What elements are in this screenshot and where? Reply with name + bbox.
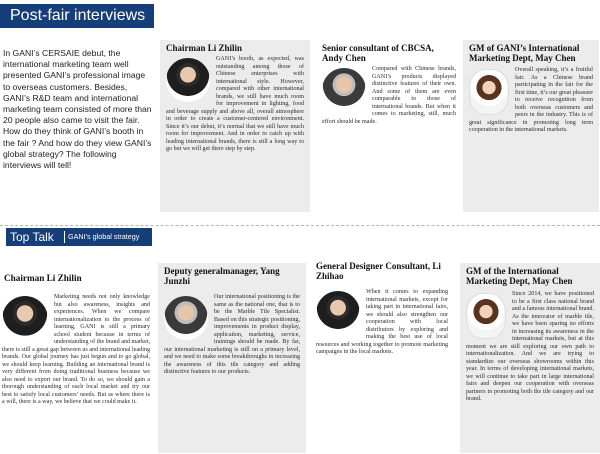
banner-separator <box>64 231 65 243</box>
intro-text: In GANI’s CERSAIE debut, the international marketing team well presented GANI’s professional image to overseas customers. Besides, GANI’s R&D team and international marketing team consisted of more than 20 people also came to visit the fair. How do they think of GANI’s booth in the fair ? And how do they view GANI’s global strategy? The following interviews will tell! <box>3 48 152 171</box>
interview-card-may-chen <box>463 40 599 212</box>
strategy-text: When it comes to expanding international markets, except for taking part in international fairs, we should also strengthen our cooperation with local distributors by exploring and making the best use of local resources and working together to promote marketing campaigns in the local markets. <box>316 289 448 355</box>
interview-text: Compared with Chinese brands, GANI’s products displayed distinctive features of their own. And some of them are even comparable to those of international brands. But when it comes to marketing, still, much effort should be made. <box>322 66 456 125</box>
strategy-title: Deputy generalmanager, Yang Junzhi <box>164 266 280 286</box>
strategy-text: Marketing needs not only knowledge but also awareness, insights and experiences. When we compare internationalization to the process of learning, GANI is still a primary school student because in terms of understanding of the brand and market, there is still a great gap between us and international leading brands. Our global journey has just begun and to go global, we should keep learning. Building an international brand is very different from doing traditional business because we also need to export our brand. To do so, we should gain a thorough understanding of each local market and try our best to satisfy local customers’ needs. But as where there is a will, there is a way, we believe that we could make it. <box>2 294 150 405</box>
portrait-photo <box>322 68 366 112</box>
portrait-photo <box>166 58 210 102</box>
top-talk-subtitle: GANI’s global strategy <box>68 232 140 241</box>
interview-card-andy-chen <box>316 40 462 212</box>
interview-card-li-zhilin <box>160 40 310 212</box>
interview-title: GM of GANI’s International Marketing Dept, May Chen <box>469 43 580 63</box>
portrait-photo <box>469 69 509 115</box>
interview-title: Chairman Li Zhilin <box>166 43 243 53</box>
strategy-title: GM of the International Marketing Dept, May Chen <box>466 266 573 286</box>
portrait-photo <box>164 296 208 340</box>
section-title: Post-fair interviews <box>10 7 146 24</box>
strategy-title: Chairman Li Zhilin <box>4 273 82 283</box>
strategy-text: Since 2014, we have positioned to be a first class national brand and a famous international brand. As the innovator of marble tile, we have been sparing no efforts in increasing its awareness in the international markets, but at this moment we are still exploring our own path to internationalization. And we are trying to standardize our overseas showrooms within this year. In terms of developing international markets, we will continue to take part in large international fairs and deepen our cooperation with overseas partners in promoting both the tile category and our brand. <box>466 291 594 402</box>
portrait-photo <box>2 296 48 342</box>
interview-text: Overall speaking, it’s a fruitful fair. As a Chinese brand participating in the fair for the first time, it’s our great pleasure to receive recognition from both overseas customers and peers in the industry. This is of great significance in promoting long term cooperation in the international markets. <box>469 67 593 133</box>
strategy-card-li-zhihao <box>310 258 454 453</box>
strategy-card-li-zhilin <box>2 294 150 407</box>
portrait-photo <box>316 291 360 335</box>
interview-title: Senior consultant of CBCSA, Andy Chen <box>322 43 434 63</box>
strategy-card-may-chen <box>460 263 600 453</box>
top-talk-banner <box>6 228 152 246</box>
strategy-card-yang-junzhi <box>158 263 306 453</box>
section-header <box>0 4 154 28</box>
portrait-photo <box>466 293 506 339</box>
interview-text: GANI’s booth, as expected, was outstanding among those of Chinese enterprises with international style. However, compared with other international brands, we still have much room for improvement in lighting, food and beverage supply and above all, overall atmosphere in order to create a customer-centered environment. Since it’s our debut, it’s normal that we still have much room for improvement. And in order to catch up with leading international brands, there is still a long way to go but we will get there step by step. <box>166 56 304 152</box>
strategy-text: Our international positioning is the same as the national one, that is to be the Marble Tile Specialist. Based on this strategic positioning, improvements in product display, application, marketing, service, trainings should be made. By far, our international marketing is still on a primary level, and we need to make some breakthroughs in increasing the awareness of this tile category and adding distinctive features to our products. <box>164 294 300 375</box>
strategy-title: General Designer Consultant, Li Zhihao <box>316 261 441 281</box>
top-talk-label: Top Talk <box>10 230 54 244</box>
section-divider <box>0 225 600 227</box>
